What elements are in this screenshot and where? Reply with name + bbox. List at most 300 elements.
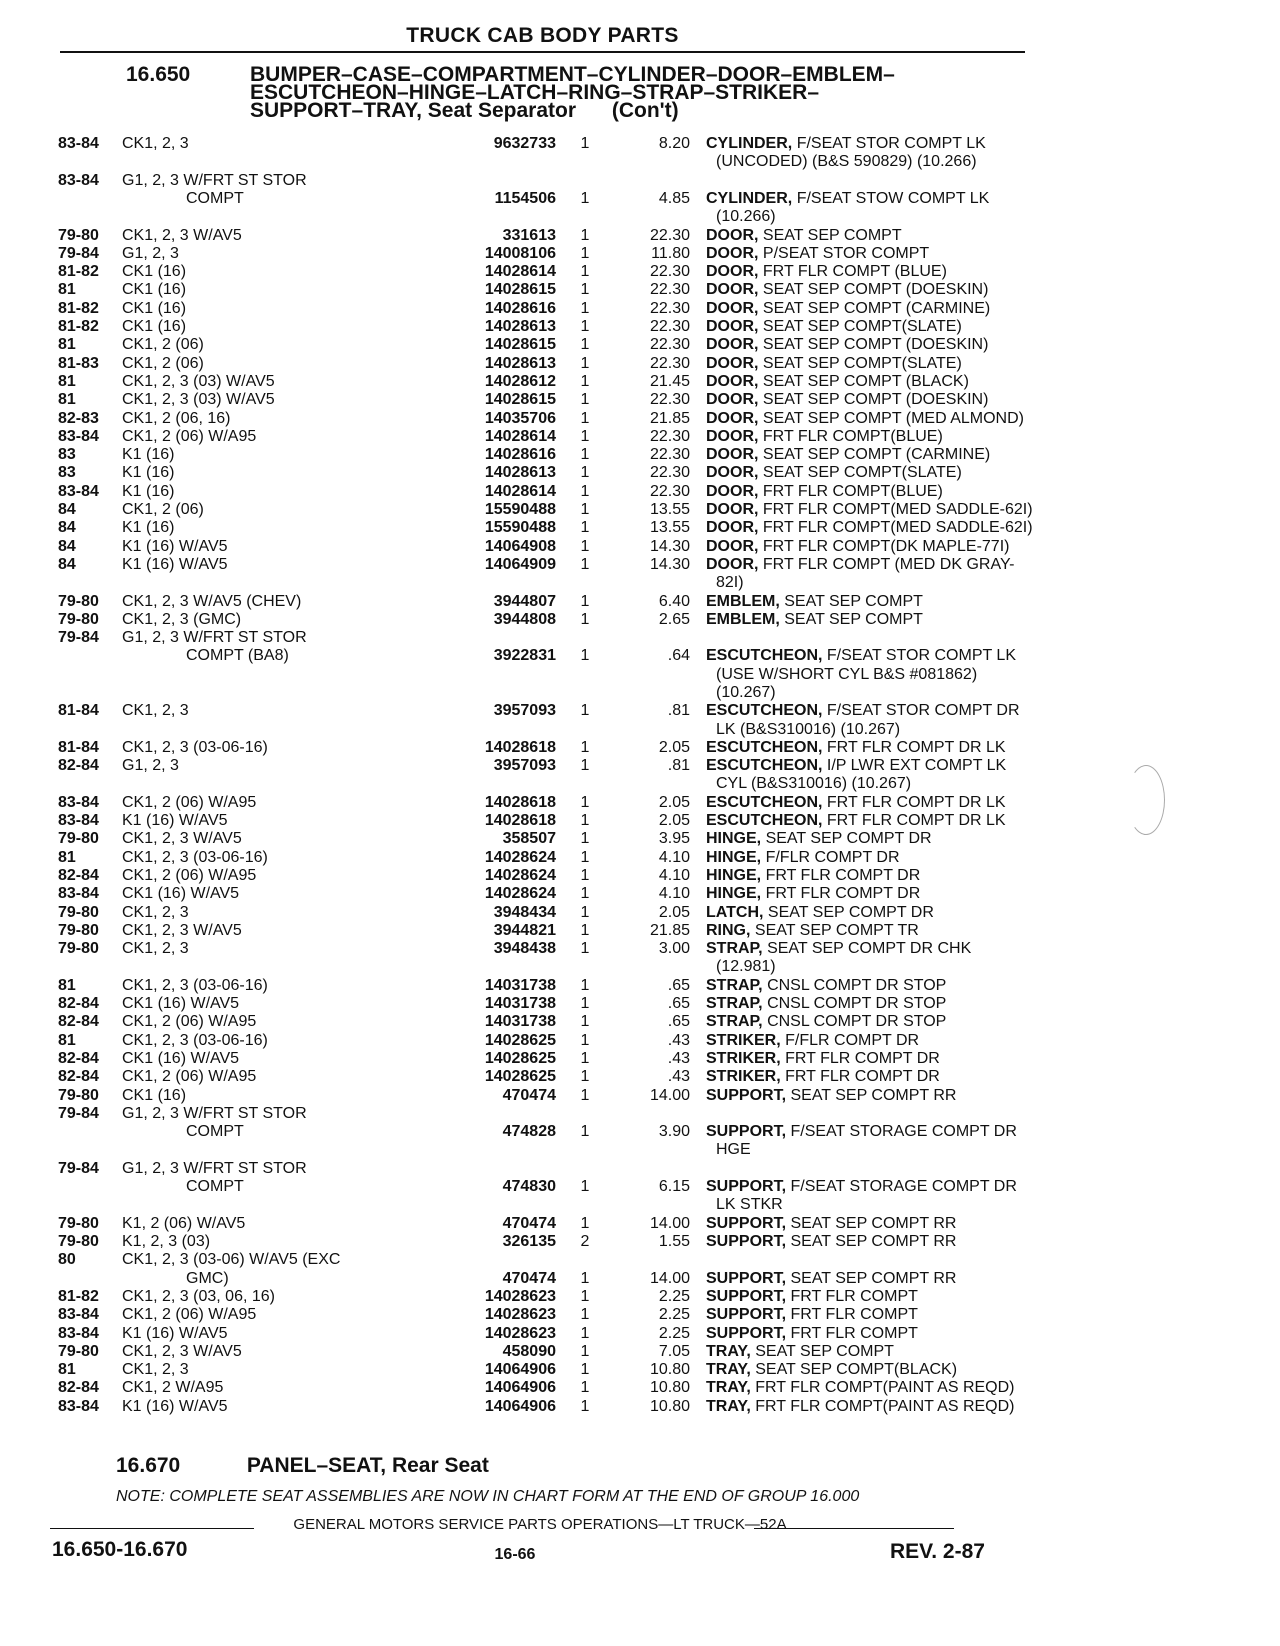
part-description [706, 757, 1076, 794]
part-item-name: DOOR, [706, 263, 759, 281]
quantity: 1 [580, 812, 590, 830]
part-description [706, 1325, 1076, 1343]
part-item-detail: F/SEAT STOR COMPT DR [826, 702, 1020, 720]
quantity: 1 [580, 1324, 590, 1342]
margin-circle-mark [1127, 765, 1165, 835]
price: 11.80 [651, 244, 690, 262]
part-description-continued: HGE [716, 1141, 751, 1159]
part-description [706, 1288, 1076, 1306]
part-item-detail: SEAT SEP COMPT TR [754, 921, 919, 939]
part-item-name: DOOR, [706, 537, 759, 555]
part-number: 14028613 [484, 318, 556, 335]
part-item-name: SUPPORT, [706, 1086, 787, 1104]
model-code: CK1, 2, 3 (03-06-16) [122, 848, 268, 866]
part-item-detail: SEAT SEP COMPT(SLATE) [762, 354, 962, 372]
price: 2.05 [658, 793, 690, 811]
part-item-name: DOOR, [706, 372, 759, 390]
price: .65 [667, 1013, 690, 1031]
part-description [706, 373, 1076, 391]
part-number: 3944807 [493, 592, 556, 610]
part-description [706, 885, 1076, 903]
part-item-name: TRAY, [706, 1397, 751, 1415]
part-description [706, 538, 1076, 556]
model-year: 81 [58, 281, 76, 299]
model-year: 83-84 [58, 427, 99, 445]
quantity: 1 [580, 885, 590, 903]
price: 2.65 [658, 610, 690, 628]
part-description [706, 593, 1076, 611]
part-number: 14028623 [484, 1287, 556, 1305]
model-code: CK1, 2 (06) W/A95 [122, 867, 257, 884]
part-description [706, 977, 1076, 995]
model-year: 83-84 [58, 1306, 99, 1324]
part-number: 14028613 [484, 464, 556, 482]
footer-revision: REV. 2-87 [890, 1540, 985, 1563]
model-code: CK1, 2 (06) W/A95 [122, 427, 257, 445]
price: 4.10 [658, 885, 690, 903]
price: 10.80 [649, 1379, 690, 1397]
quantity: 1 [580, 757, 590, 775]
part-number: 9632733 [493, 135, 556, 152]
model-code: CK1, 2, 3 [122, 940, 189, 958]
model-code: CK1 (16) [122, 318, 187, 335]
model-code: CK1, 2 (06) [122, 354, 204, 372]
part-item-detail: FRT FLR COMPT(BLUE) [762, 482, 943, 500]
section-number: 16.650 [126, 63, 191, 86]
part-number: 14028618 [484, 812, 556, 830]
part-number: 14028614 [484, 263, 556, 281]
price: 2.25 [658, 1287, 690, 1305]
model-code: CK1, 2, 3 W/AV5 [122, 830, 242, 848]
price: .65 [667, 995, 690, 1013]
price: 14.00 [649, 1214, 690, 1232]
price: 14.00 [649, 1086, 690, 1104]
part-number: 14031738 [484, 1013, 556, 1031]
part-description [706, 1379, 1076, 1397]
part-number: 470474 [502, 1269, 556, 1287]
part-description [706, 1215, 1076, 1233]
part-item-detail: SEAT SEP COMPT RR [790, 1086, 957, 1104]
model-code: K1 (16) [122, 519, 175, 537]
part-item-name: STRAP, [706, 976, 763, 994]
price: 10.80 [649, 1397, 690, 1415]
model-year: 81-82 [58, 1287, 99, 1305]
model-code: GMC) [186, 1269, 229, 1287]
part-item-detail: SEAT SEP COMPT(SLATE) [762, 318, 962, 335]
quantity: 1 [580, 940, 590, 958]
price: 13.55 [649, 501, 690, 518]
model-code: CK1, 2, 3 W/AV5 [122, 226, 242, 244]
part-item-name: EMBLEM, [706, 610, 780, 628]
part-description [706, 739, 1076, 757]
quantity: 1 [580, 501, 590, 518]
part-number: 14028618 [484, 793, 556, 811]
part-item-detail: SEAT SEP COMPT (DOESKIN) [762, 281, 989, 299]
model-year: 83-84 [58, 171, 99, 189]
model-year: 79-84 [58, 1104, 99, 1122]
part-description [706, 300, 1076, 318]
part-item-name: DOOR, [706, 409, 759, 427]
model-year: 79-80 [58, 830, 99, 848]
model-year: 82-84 [58, 1068, 99, 1086]
part-description [706, 391, 1076, 409]
model-year: 81-82 [58, 299, 99, 317]
model-code: CK1 (16) W/AV5 [122, 885, 240, 903]
part-item-name: SUPPORT, [706, 1306, 787, 1324]
quantity: 1 [580, 867, 590, 884]
price: 7.05 [658, 1342, 690, 1360]
part-description [706, 849, 1076, 867]
part-item-detail: SEAT SEP COMPT [784, 610, 923, 628]
part-description [706, 1013, 1076, 1031]
part-item-detail: CNSL COMPT DR STOP [767, 1013, 947, 1031]
price: 1.55 [658, 1233, 690, 1250]
part-description [706, 867, 1076, 885]
part-item-name: DOOR, [706, 299, 759, 317]
model-code: CK1, 2, 3 W/AV5 [122, 1342, 242, 1360]
part-item-detail: FRT FLR COMPT DR LK [826, 793, 1006, 811]
model-year: 79-80 [58, 1233, 99, 1250]
part-description [706, 1178, 1076, 1215]
part-number: 326135 [502, 1233, 556, 1250]
model-year: 79-80 [58, 610, 99, 628]
model-code: COMPT [186, 189, 244, 207]
part-item-name: DOOR, [706, 446, 759, 464]
part-item-detail: FRT FLR COMPT DR [765, 867, 921, 884]
part-item-detail: SEAT SEP COMPT RR [790, 1214, 957, 1232]
model-year: 82-84 [58, 995, 99, 1013]
model-year: 82-84 [58, 867, 99, 884]
part-number: 331613 [502, 226, 556, 244]
quantity: 1 [580, 1287, 590, 1305]
part-item-name: TRAY, [706, 1379, 751, 1397]
model-code: K1 (16) [122, 446, 175, 464]
part-item-name: STRAP, [706, 995, 763, 1013]
part-description-continued: CYL (B&S310016) (10.267) [716, 775, 912, 793]
part-item-name: SUPPORT, [706, 1123, 787, 1141]
model-year: 79-80 [58, 226, 99, 244]
model-code: CK1, 2, 3 W/AV5 [122, 921, 242, 939]
part-number: 470474 [502, 1086, 556, 1104]
model-year: 82-84 [58, 1379, 99, 1397]
section-title-sub: Seat Separator [427, 99, 577, 122]
model-year: 82-84 [58, 1050, 99, 1067]
price: .43 [667, 1050, 690, 1067]
model-code: CK1, 2, 3 [122, 903, 189, 921]
continued-label: (Con't) [611, 99, 679, 122]
model-code: CK1 (16) [122, 263, 187, 281]
part-number: 14028625 [484, 1050, 556, 1067]
price: 22.30 [649, 281, 690, 299]
part-description [706, 1123, 1076, 1160]
model-year: 81 [58, 976, 76, 994]
part-number: 14031738 [484, 976, 556, 994]
part-item-detail: FRT FLR COMPT(BLUE) [762, 427, 943, 445]
model-code: COMPT (BA8) [186, 647, 289, 665]
quantity: 1 [580, 1178, 590, 1196]
part-item-name: SUPPORT, [706, 1178, 787, 1196]
model-year: 81 [58, 391, 76, 409]
model-year: 79-84 [58, 1159, 99, 1177]
model-year: 82-84 [58, 1013, 99, 1031]
part-item-detail: FRT FLR COMPT [790, 1287, 918, 1305]
part-description [706, 904, 1076, 922]
part-number: 474830 [502, 1178, 556, 1196]
price: 22.30 [649, 354, 690, 372]
part-description [706, 281, 1076, 299]
model-code: CK1 (16) W/AV5 [122, 1050, 240, 1067]
price: 22.30 [649, 226, 690, 244]
part-item-detail: F/FLR COMPT DR [785, 1031, 920, 1049]
model-code: CK1 (16) [122, 281, 187, 299]
part-number: 14008106 [484, 244, 556, 262]
model-year: 81 [58, 848, 76, 866]
model-code: K1 (16) [122, 464, 175, 482]
quantity: 1 [580, 995, 590, 1013]
part-number: 14035706 [484, 409, 556, 427]
quantity: 1 [580, 482, 590, 500]
model-code: K1 (16) W/AV5 [122, 555, 228, 573]
model-year: 79-80 [58, 903, 99, 921]
part-description [706, 556, 1076, 593]
price: 4.10 [658, 848, 690, 866]
part-number: 3944821 [493, 921, 556, 939]
part-item-name: STRIKER, [706, 1031, 781, 1049]
part-number: 14028623 [484, 1306, 556, 1324]
model-year: 83 [58, 464, 76, 482]
model-code: K1 (16) [122, 482, 175, 500]
part-item-name: ESCUTCHEON, [706, 738, 823, 756]
model-year: 79-80 [58, 592, 99, 610]
part-item-name: ESCUTCHEON, [706, 647, 823, 665]
part-item-detail: P/SEAT STOR COMPT [762, 244, 930, 262]
price: 13.55 [649, 519, 690, 537]
quantity: 1 [580, 921, 590, 939]
price: .64 [667, 647, 690, 665]
part-number: 14028615 [484, 281, 556, 299]
part-item-detail: FRT FLR COMPT DR LK [826, 812, 1006, 830]
model-year: 81 [58, 1361, 76, 1379]
model-code: G1, 2, 3 [122, 757, 179, 775]
price: 2.25 [658, 1324, 690, 1342]
section-heading [126, 63, 1026, 122]
model-year: 83-84 [58, 885, 99, 903]
model-code: CK1, 2 (06) W/A95 [122, 1013, 257, 1031]
part-item-detail: SEAT SEP COMPT [784, 592, 923, 610]
part-item-name: ESCUTCHEON, [706, 793, 823, 811]
quantity: 1 [580, 1306, 590, 1324]
part-item-detail: SEAT SEP COMPT(SLATE) [762, 464, 962, 482]
part-number: 14028618 [484, 738, 556, 756]
price: 14.30 [649, 555, 690, 573]
part-number: 1154506 [494, 189, 556, 207]
model-code: CK1, 2 (06) W/A95 [122, 1068, 257, 1086]
part-item-name: ESCUTCHEON, [706, 702, 823, 720]
part-number: 14031738 [484, 995, 556, 1013]
model-year: 81-82 [58, 318, 99, 335]
part-number: 14028623 [484, 1324, 556, 1342]
price: 22.30 [649, 446, 690, 464]
price: .65 [667, 976, 690, 994]
section2-title-sub: Rear Seat [391, 1454, 489, 1477]
part-item-name: DOOR, [706, 281, 759, 299]
quantity: 1 [580, 830, 590, 848]
model-year: 83-84 [58, 812, 99, 830]
price: 22.30 [649, 318, 690, 335]
model-code: G1, 2, 3 W/FRT ST STOR [122, 171, 307, 189]
part-number: 3948438 [493, 940, 556, 958]
part-item-name: STRAP, [706, 940, 763, 958]
part-description [706, 611, 1076, 629]
model-code: CK1, 2 W/A95 [122, 1379, 224, 1397]
part-item-name: TRAY, [706, 1342, 751, 1360]
model-year: 83-84 [58, 1397, 99, 1415]
part-description [706, 336, 1076, 354]
part-item-detail: F/SEAT STOW COMPT LK [796, 189, 990, 207]
quantity: 1 [580, 299, 590, 317]
part-item-detail: F/SEAT STOR COMPT LK [826, 647, 1016, 665]
price: 22.30 [649, 391, 690, 409]
part-number: 3948434 [493, 903, 556, 921]
part-description [706, 812, 1076, 830]
section-title [250, 63, 1026, 122]
part-item-name: STRAP, [706, 1013, 763, 1031]
part-item-detail: FRT FLR COMPT(DK MAPLE-77I) [762, 537, 1010, 555]
part-description [706, 227, 1076, 245]
model-code: G1, 2, 3 W/FRT ST STOR [122, 629, 307, 647]
model-year: 81-83 [58, 354, 99, 372]
part-item-name: HINGE, [706, 867, 762, 884]
price: 2.25 [658, 1306, 690, 1324]
part-item-detail: FRT FLR COMPT(PAINT AS REQD) [755, 1397, 1015, 1415]
part-item-name: DOOR, [706, 501, 759, 518]
model-code: CK1, 2 (06) [122, 501, 204, 518]
part-description-continued: (USE W/SHORT CYL B&S #081862) [716, 665, 978, 683]
part-description [706, 245, 1076, 263]
model-year: 79-80 [58, 1086, 99, 1104]
part-description [706, 995, 1076, 1013]
part-description [706, 355, 1076, 373]
note-text: NOTE: COMPLETE SEAT ASSEMBLIES ARE NOW IN CHART FORM AT THE END OF GROUP 16.000 [116, 1488, 860, 1505]
part-item-detail: FRT FLR COMPT [790, 1306, 918, 1324]
price: 6.15 [658, 1178, 690, 1196]
model-year: 79-84 [58, 244, 99, 262]
part-description [706, 1398, 1076, 1416]
model-code: CK1 (16) W/AV5 [122, 995, 240, 1013]
quantity: 1 [580, 1397, 590, 1415]
part-item-detail: F/SEAT STORAGE COMPT DR [790, 1123, 1017, 1141]
part-number: 458090 [502, 1342, 556, 1360]
price: 6.40 [658, 592, 690, 610]
price: 2.05 [658, 738, 690, 756]
part-description [706, 1306, 1076, 1324]
part-description [706, 190, 1076, 227]
quantity: 1 [580, 848, 590, 866]
part-description [706, 940, 1076, 977]
part-number: 3944808 [493, 610, 556, 628]
part-item-name: CYLINDER, [706, 189, 793, 207]
part-item-name: RING, [706, 921, 751, 939]
part-description-continued: LK STKR [716, 1196, 783, 1214]
model-code: CK1, 2, 3 W/AV5 (CHEV) [122, 592, 302, 610]
part-item-name: SUPPORT, [706, 1214, 787, 1232]
part-description [706, 263, 1076, 281]
price: 14.30 [649, 537, 690, 555]
part-description [706, 922, 1076, 940]
model-code: COMPT [186, 1123, 244, 1141]
model-code: CK1, 2, 3 (03-06) W/AV5 (EXC [122, 1251, 341, 1269]
part-number: 474828 [502, 1123, 556, 1141]
model-year: 81 [58, 1031, 76, 1049]
price: 2.05 [658, 903, 690, 921]
part-number: 14028624 [484, 867, 556, 884]
part-number: 358507 [502, 830, 556, 848]
model-year: 81-84 [58, 738, 99, 756]
part-number: 14028614 [484, 482, 556, 500]
quantity: 1 [580, 135, 590, 152]
part-description-continued: (10.266) [716, 208, 776, 226]
price: .81 [667, 757, 690, 775]
section-title-line2: ESCUTCHEON–HINGE–LATCH–RING–STRAP–STRIKER– [250, 81, 820, 104]
part-number: 14064909 [484, 555, 556, 573]
part-item-detail: FRT FLR COMPT(MED SADDLE-62I) [762, 501, 1033, 518]
model-code: CK1, 2 (06, 16) [122, 409, 231, 427]
price: 3.95 [658, 830, 690, 848]
quantity: 1 [580, 1361, 590, 1379]
part-number: 14028624 [484, 848, 556, 866]
part-item-detail: SEAT SEP COMPT DR CHK [767, 940, 972, 958]
part-description [706, 501, 1076, 519]
part-description [706, 428, 1076, 446]
price: 4.85 [658, 189, 690, 207]
price: 8.20 [658, 135, 690, 152]
quantity: 1 [580, 537, 590, 555]
quantity: 1 [580, 903, 590, 921]
part-item-name: STRIKER, [706, 1068, 781, 1086]
footer-section-range: 16.650-16.670 [52, 1538, 188, 1561]
part-description [706, 647, 1076, 702]
part-item-detail: SEAT SEP COMPT (CARMINE) [762, 446, 991, 464]
part-number: 14028616 [484, 446, 556, 464]
model-year: 83-84 [58, 1324, 99, 1342]
model-code: K1 (16) W/AV5 [122, 1324, 228, 1342]
quantity: 1 [580, 354, 590, 372]
part-description-continued: (10.267) [716, 683, 776, 701]
part-description [706, 794, 1076, 812]
model-year: 84 [58, 519, 76, 537]
part-item-detail: FRT FLR COMPT(PAINT AS REQD) [755, 1379, 1015, 1397]
part-description [706, 1050, 1076, 1068]
part-description [706, 702, 1076, 739]
part-item-detail: SEAT SEP COMPT (MED ALMOND) [762, 409, 1024, 427]
part-item-detail: FRT FLR COMPT DR [765, 885, 921, 903]
part-item-name: SUPPORT, [706, 1269, 787, 1287]
part-item-name: DOOR, [706, 318, 759, 335]
model-code: CK1 (16) [122, 299, 187, 317]
quantity: 1 [580, 1068, 590, 1086]
quantity: 1 [580, 1086, 590, 1104]
part-description [706, 410, 1076, 428]
price: .81 [667, 702, 690, 720]
part-description [706, 1343, 1076, 1361]
model-code: COMPT [186, 1178, 244, 1196]
part-description-continued: 82I) [716, 574, 744, 592]
part-number: 14028612 [484, 372, 556, 390]
price: 22.30 [649, 464, 690, 482]
part-item-name: CYLINDER, [706, 135, 793, 152]
part-item-detail: SEAT SEP COMPT DR [765, 830, 932, 848]
part-item-detail: SEAT SEP COMPT RR [790, 1269, 957, 1287]
